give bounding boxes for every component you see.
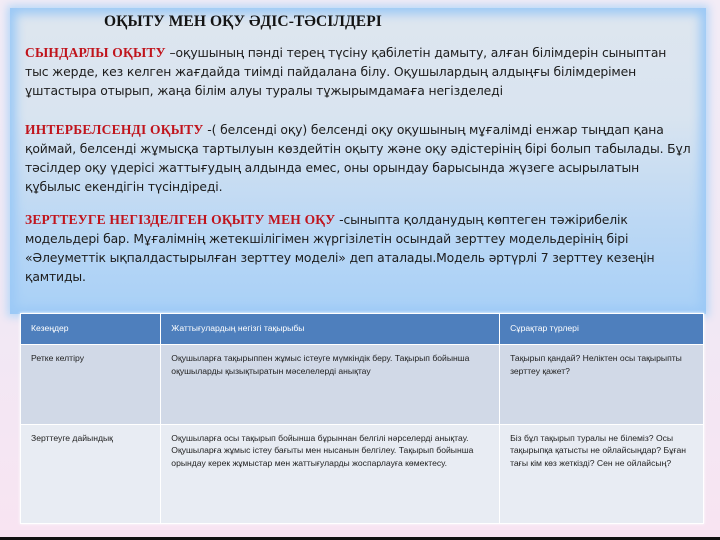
section-text: -( белсенді оқу) белсенді оқу оқушының мұғалімді енжар тыңдап қана қоймай, белсенді жұмысқа тартылуын көздейтін оқыту және оқу әдістерінің бірі болып табылады. Бұл тәсілдер оқу үдерісі жаттығудың алдында емес, оны орындау барысында жүзеге асырылатын құбылыс екендігін түсіндіреді. <box>25 122 691 194</box>
slide-title: ОҚЫТУ МЕН ОҚУ ӘДІС-ТӘСІЛДЕРІ <box>104 13 382 30</box>
section-research-based-learning <box>25 210 693 286</box>
section-text: –оқушының пәнді терең түсіну қабілетін дамыту, алған білімдерін сыныптан тыс жерде, кез келген жағдайда тиімді пайдалана білу. Оқушылардың алдыңғы білімдерімен ұштастыра отырып, жаңа білім алуы туралы тұжырымдамаға негізделеді <box>25 45 667 98</box>
section-heading: ЗЕРТТЕУГЕ НЕГІЗДЕЛГЕН ОҚЫТУ МЕН ОҚУ <box>25 212 336 227</box>
section-constructive-learning <box>25 43 693 100</box>
column-header-topics: Жаттығулардың негізгі тақырыбы <box>161 314 500 345</box>
section-heading: СЫНДАРЛЫ ОҚЫТУ <box>25 45 166 60</box>
stages-table <box>20 313 704 524</box>
cell-questions: Біз бұл тақырып туралы не білеміз? Осы тақырыпқа қатысты не ойлайсыңдар? Бұған тағы кім көз жеткізді? Сен не ойлайсың? <box>500 424 704 523</box>
section-interactive-learning <box>25 120 693 196</box>
table-row <box>21 345 704 424</box>
column-header-stages: Кезеңдер <box>21 314 161 345</box>
column-header-questions: Сұрақтар түрлері <box>500 314 704 345</box>
section-heading: ИНТЕРБЕЛСЕНДІ ОҚЫТУ <box>25 122 204 137</box>
table-row <box>21 424 704 523</box>
cell-topic: Оқушыларға осы тақырып бойынша бұрыннан белгілі нәрселерді анықтау. Оқушыларға жұмыс істеу бағыты мен нысанын белгілеу. Тақырып бойынша орындау керек жұмыстар мен жаттығуларды жоспарлауға көмектесу. <box>161 424 500 523</box>
cell-stage: Зерттеуге дайындық <box>21 424 161 523</box>
cell-topic: Оқушыларға тақырыппен жұмыс істеуге мүмкіндік беру. Тақырып бойынша оқушыларды қызықтыратын мәселелерді анықтау <box>161 345 500 424</box>
cell-stage: Ретке келтіру <box>21 345 161 424</box>
cell-questions: Тақырып қандай? Неліктен осы тақырыпты зерттеу қажет? <box>500 345 704 424</box>
section-text: -сыныпта қолданудың көптеген тәжірибелік модельдері бар. Мұғалімнің жетекшілігімен жүргізілетін осындай зерттеу модельдерінің бірі «Әлеуметтік ықпалдастырылған зерттеу моделі» деп аталады.Модель әртүрлі 7 зерттеу кезеңін қамтиды. <box>25 212 655 284</box>
table-header-row <box>21 314 704 345</box>
